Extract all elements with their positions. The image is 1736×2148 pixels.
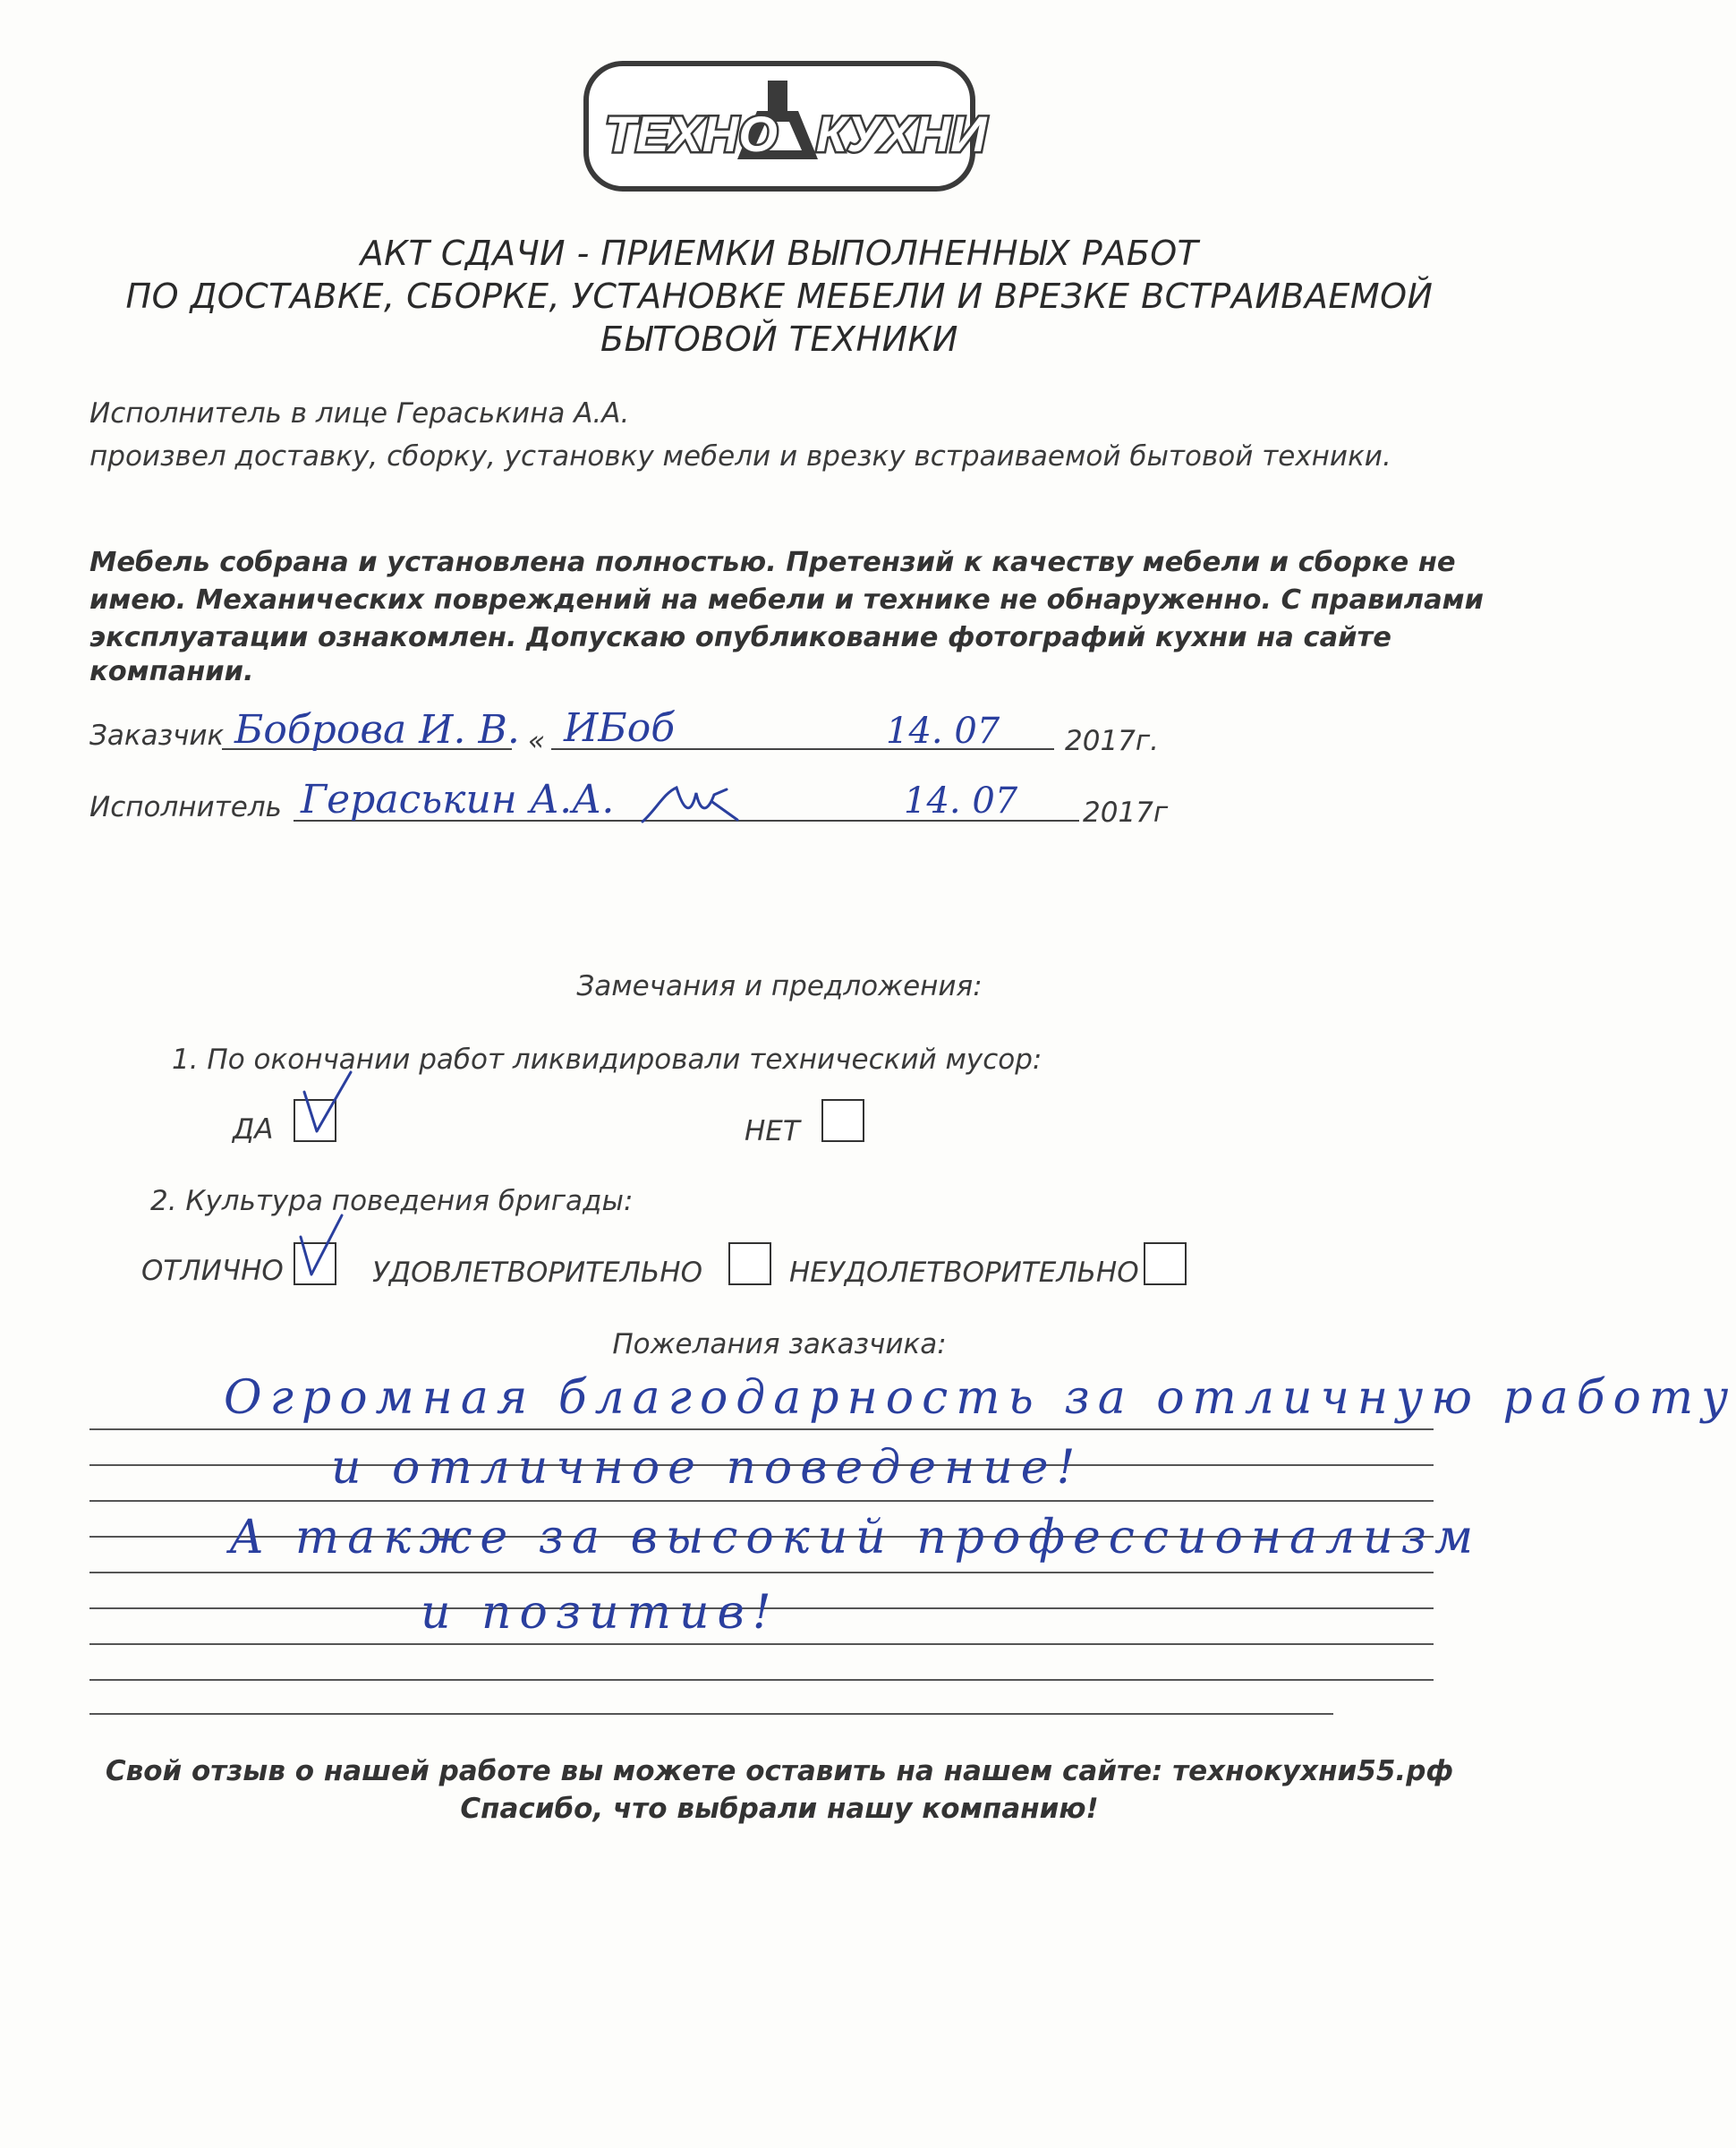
wish-line-4: и позитив! xyxy=(421,1586,779,1640)
wish-rule xyxy=(89,1679,1434,1681)
q2-excellent-label: ОТЛИЧНО xyxy=(141,1255,284,1287)
document-title-line-3: БЫТОВОЙ ТЕХНИКИ xyxy=(600,320,958,359)
q2-unsatisfactory-checkbox[interactable] xyxy=(1144,1242,1187,1285)
wish-line-3: А также за высокий профессионализм xyxy=(229,1511,1482,1564)
statement-line-2: имею. Механических повреждений на мебели и технике не обнаруженно. С правилами xyxy=(89,584,1484,616)
executor-label: Исполнитель xyxy=(89,791,282,823)
q1-no-label: НЕТ xyxy=(745,1115,800,1147)
wish-rule xyxy=(89,1572,1434,1573)
logo-graphic xyxy=(589,66,987,186)
wish-line-1: Огромная благодарность за отличную работу xyxy=(224,1371,1736,1425)
executor-date: 14. 07 xyxy=(904,780,1018,822)
statement-line-3: эксплуатации ознакомлен. Допускаю опубликование фотографий кухни на сайте xyxy=(89,622,1391,653)
customer-year: 2017г. xyxy=(1065,725,1160,757)
statement-line-1: Мебель собрана и установлена полностью. Претензий к качеству мебели и сборке не xyxy=(89,547,1456,578)
check-mark-icon xyxy=(295,1210,349,1291)
intro-work-done: произвел доставку, сборку, установку мебели и врезку встраиваемой бытовой техники. xyxy=(89,440,1391,473)
q1-yes-label: ДА xyxy=(233,1113,274,1146)
executor-year: 2017г xyxy=(1083,797,1169,829)
logo-left-word: ТЕХНО xyxy=(605,106,778,162)
logo-right-word: КУХНИ xyxy=(816,106,987,162)
executor-name: Гераськин А.А. xyxy=(301,777,615,823)
document-title-line-1: АКТ СДАЧИ - ПРИЕМКИ ВЫПОЛНЕННЫХ РАБОТ xyxy=(360,234,1199,273)
statement-line-4: компании. xyxy=(89,656,254,687)
q2-satisfactory-checkbox[interactable] xyxy=(728,1242,771,1285)
q2-satisfactory-label: УДОВЛЕТВОРИТЕЛЬНО xyxy=(372,1257,702,1289)
quote-mark: « xyxy=(528,725,546,757)
footer-review-link: Свой отзыв о нашей работе вы можете оставить на нашем сайте: технокухни55.рф xyxy=(105,1755,1454,1787)
customer-signature: ИБоб xyxy=(564,705,676,751)
wish-rule xyxy=(89,1428,1434,1430)
footer-thanks: Спасибо, что выбрали нашу компанию! xyxy=(460,1793,1099,1825)
question-1: 1. По окончании работ ликвидировали технический мусор: xyxy=(172,1044,1042,1076)
wish-rule xyxy=(89,1500,1434,1502)
wishes-heading: Пожелания заказчика: xyxy=(612,1328,947,1360)
remarks-heading: Замечания и предложения: xyxy=(576,970,983,1002)
intro-executor: Исполнитель в лице Гераськина А.А. xyxy=(89,397,630,430)
wish-rule xyxy=(89,1643,1434,1645)
question-2: 2. Культура поведения бригады: xyxy=(150,1185,634,1217)
customer-name: Боброва И. В. xyxy=(234,707,520,753)
customer-label: Заказчик xyxy=(89,720,225,752)
customer-date: 14. 07 xyxy=(886,711,1000,752)
q1-no-checkbox[interactable] xyxy=(821,1099,864,1142)
company-logo xyxy=(583,61,987,192)
check-mark-icon xyxy=(301,1069,354,1149)
q2-unsatisfactory-label: НЕУДОЛЕТВОРИТЕЛЬНО xyxy=(789,1257,1139,1289)
wish-rule xyxy=(89,1713,1333,1715)
wish-line-2: и отличное поведение! xyxy=(331,1441,1084,1495)
document-title-line-2: ПО ДОСТАВКЕ, СБОРКЕ, УСТАНОВКЕ МЕБЕЛИ И ВРЕЗКЕ ВСТРАИВАЕМОЙ xyxy=(125,277,1434,316)
executor-signature-scribble xyxy=(637,775,745,829)
